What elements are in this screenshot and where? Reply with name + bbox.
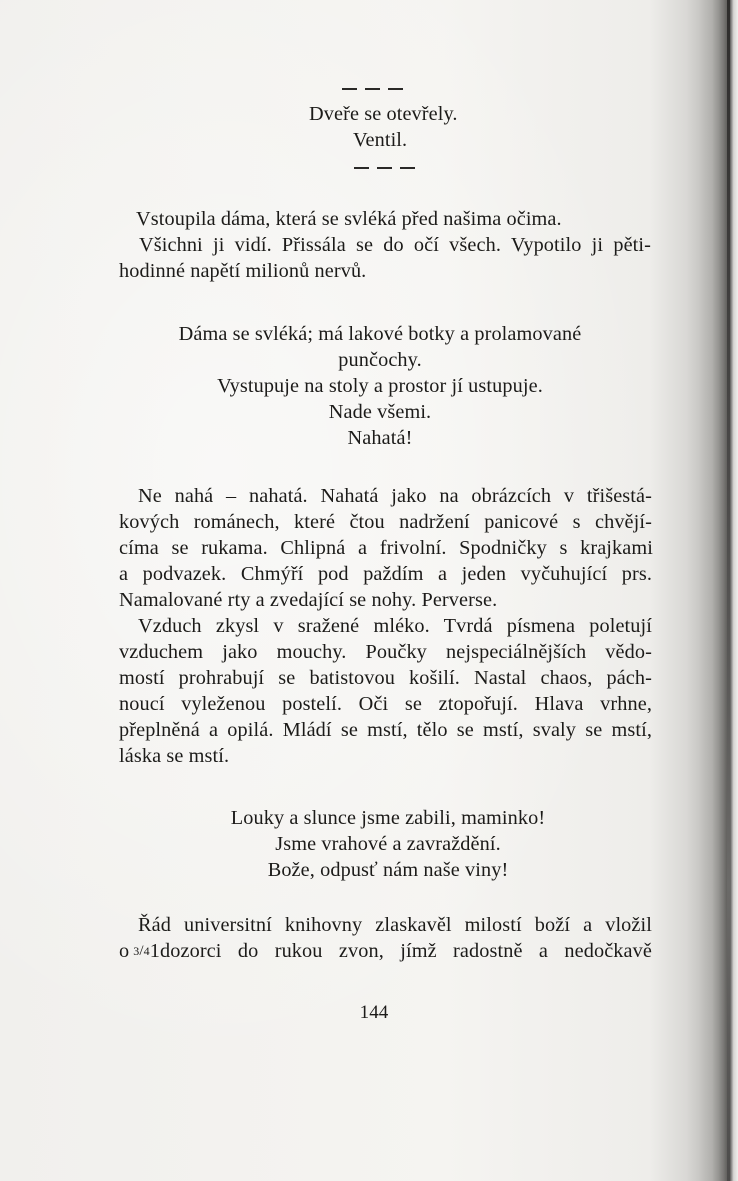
paragraph-line: vzduchem jako mouchy. Poučky nejspeciálnějších vědo- bbox=[119, 641, 652, 663]
fraction-denominator: 4 bbox=[143, 944, 150, 958]
verse-line: punčochy. bbox=[338, 349, 422, 371]
verse-line: Vystupuje na stoly a prostor jí ustupuje. bbox=[217, 375, 543, 397]
section-line-1: Dveře se otevřely. bbox=[309, 103, 458, 125]
verse-line: Nahatá! bbox=[347, 427, 413, 449]
paragraph-line: hodinné napětí milionů nervů. bbox=[119, 260, 367, 282]
paragraph-line: kových románech, které čtou nadržení panicové s chvějí- bbox=[119, 511, 652, 533]
paragraph-line: přeplněná a opilá. Mládí se mstí, tělo se mstí, svaly se mstí, bbox=[119, 719, 652, 741]
fraction-separator: / bbox=[139, 943, 144, 959]
paragraph-line: Řád universitní knihovny zlaskavěl milostí boží a vložil bbox=[138, 914, 652, 936]
dash bbox=[400, 167, 415, 169]
section-line-2: Ventil. bbox=[353, 129, 408, 151]
page-number: 144 bbox=[359, 1002, 389, 1023]
top-section-dashes bbox=[342, 88, 403, 90]
paragraph-line: Všichni ji vidí. Přissála se do očí všech. Vypotilo ji pěti- bbox=[139, 234, 651, 256]
dash bbox=[365, 88, 380, 90]
binding-edge bbox=[727, 0, 730, 1181]
binding-shade bbox=[699, 0, 727, 1181]
verse-line: Dáma se svléká; má lakové botky a prolamované bbox=[178, 323, 582, 345]
bottom-section-dashes bbox=[354, 167, 415, 169]
dash bbox=[354, 167, 369, 169]
text-fragment: dozorci do rukou zvon, jímž radostně a nedočkavě bbox=[160, 940, 652, 962]
paragraph-line: noucí vyleženou postelí. Oči se ztopořují. Hlava vrhne, bbox=[119, 693, 652, 715]
paragraph-line: a podvazek. Chmýří pod paždím a jeden vyčuhující prs. bbox=[119, 563, 652, 585]
verse-line: Bože, odpusť nám naše viny! bbox=[267, 859, 509, 881]
hour-numeral: 1 bbox=[149, 940, 160, 962]
paragraph-line: Vstoupila dáma, která se svléká před našima očima. bbox=[136, 208, 562, 230]
text-fragment: o bbox=[119, 940, 130, 962]
verse-line: Nade všemi. bbox=[328, 401, 432, 423]
paragraph-line: címa se rukama. Chlipná a frivolní. Spodničky s krajkami bbox=[119, 537, 653, 559]
dash bbox=[388, 88, 403, 90]
verse-line: Jsme vrahové a zavraždění. bbox=[275, 833, 501, 855]
paragraph-line: Vzduch zkysl v sražené mléko. Tvrdá písmena poletují bbox=[138, 615, 652, 637]
dash bbox=[342, 88, 357, 90]
paragraph-line: mostí prohrabují se batistovou košilí. Nastal chaos, pách- bbox=[119, 667, 652, 689]
dash bbox=[377, 167, 392, 169]
paragraph-line: Ne nahá – nahatá. Nahatá jako na obrázcích v třišestá- bbox=[138, 485, 652, 507]
paragraph-line: Namalované rty a zvedající se nohy. Perverse. bbox=[119, 589, 498, 611]
verse-line: Louky a slunce jsme zabili, maminko! bbox=[230, 807, 546, 829]
fraction-numerator: 3 bbox=[133, 944, 140, 958]
paragraph-line bbox=[119, 939, 652, 963]
paragraph-line: láska se mstí. bbox=[119, 745, 230, 767]
